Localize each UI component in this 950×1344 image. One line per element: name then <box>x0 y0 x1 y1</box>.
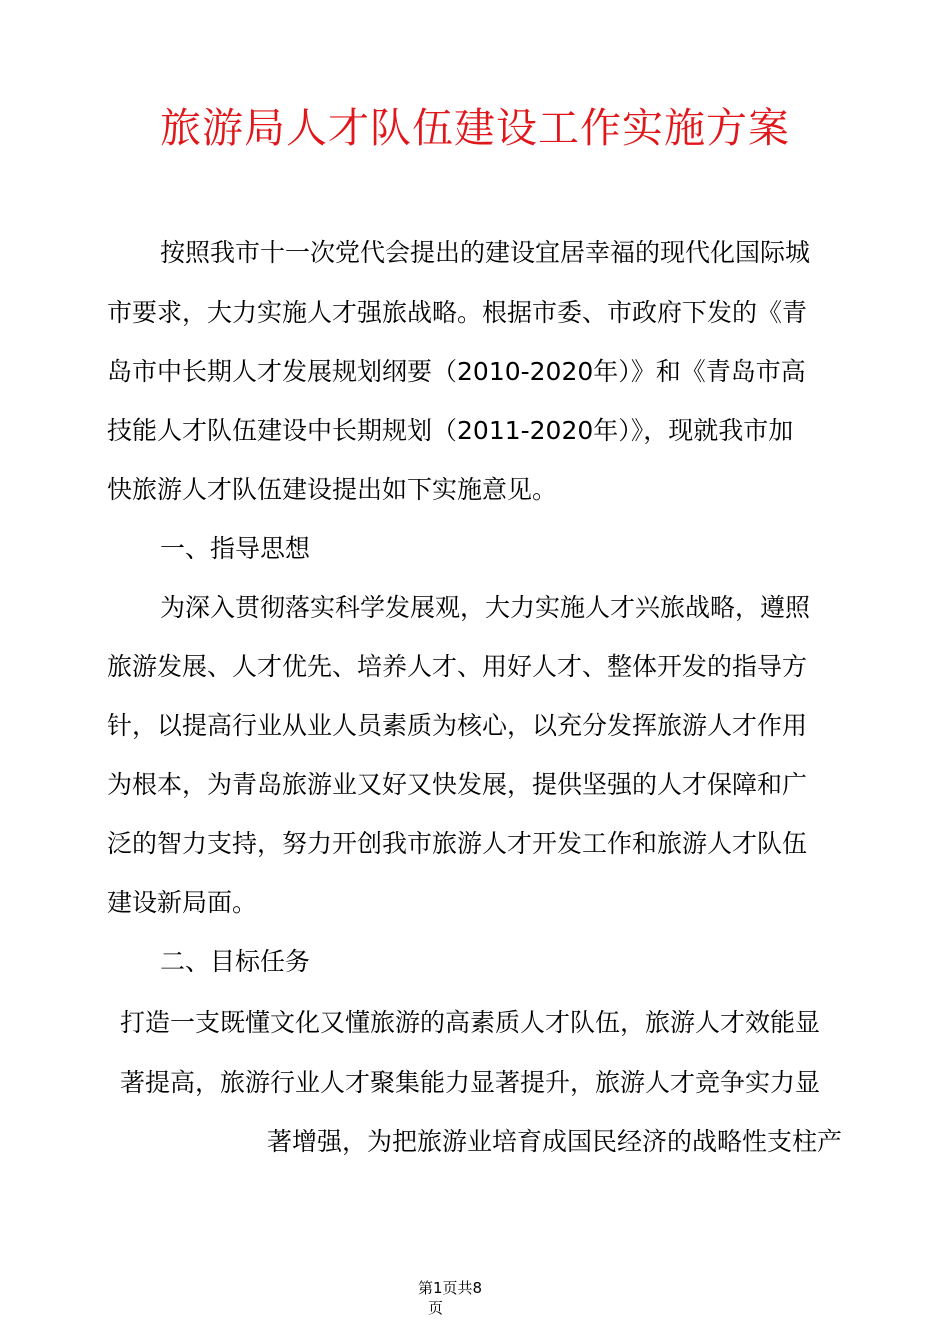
paragraph-line: 泛的智力支持，努力开创我市旅游人才开发工作和旅游人才队伍 <box>107 829 808 858</box>
paragraph-line: 著增强，为把旅游业培育成国民经济的战略性支柱产 <box>266 1127 842 1156</box>
paragraph-line: 为深入贯彻落实科学发展观，大力实施人才兴旅战略，遵照 <box>160 593 811 622</box>
paragraph-line: 著提高，旅游行业人才聚集能力显著提升，旅游人才竞争实力显 <box>120 1068 821 1097</box>
page-number-line2: 页 <box>428 1299 444 1317</box>
paragraph-line: 建设新局面。 <box>107 888 258 917</box>
page-number-line1: 第1页共8 <box>418 1279 483 1297</box>
section-heading: 一、指导思想 <box>160 534 311 563</box>
paragraph-line: 为根本，为青岛旅游业又好又快发展，提供坚强的人才保障和广 <box>107 770 808 799</box>
paragraph-line: 打造一支既懂文化又懂旅游的高素质人才队伍，旅游人才效能显 <box>120 1008 821 1037</box>
paragraph-line: 旅游发展、人才优先、培养人才、用好人才、整体开发的指导方 <box>107 652 808 681</box>
document-title: 旅游局人才队伍建设工作实施方案 <box>160 104 790 152</box>
paragraph-line: 针，以提高行业从业人员素质为核心，以充分发挥旅游人才作用 <box>107 711 808 740</box>
paragraph-line: 按照我市十一次党代会提出的建设宜居幸福的现代化国际城 <box>160 238 811 267</box>
paragraph-line: 岛市中长期人才发展规划纲要（2010-2020年）》和《青岛市高 <box>107 357 806 386</box>
section-heading: 二、目标任务 <box>160 947 311 976</box>
paragraph-line: 技能人才队伍建设中长期规划（2011-2020年）》，现就我市加 <box>107 416 794 445</box>
paragraph-line: 快旅游人才队伍建设提出如下实施意见。 <box>107 475 558 504</box>
paragraph-line: 市要求，大力实施人才强旅战略。根据市委、市政府下发的《青 <box>107 298 808 327</box>
page-number <box>418 1278 482 1318</box>
